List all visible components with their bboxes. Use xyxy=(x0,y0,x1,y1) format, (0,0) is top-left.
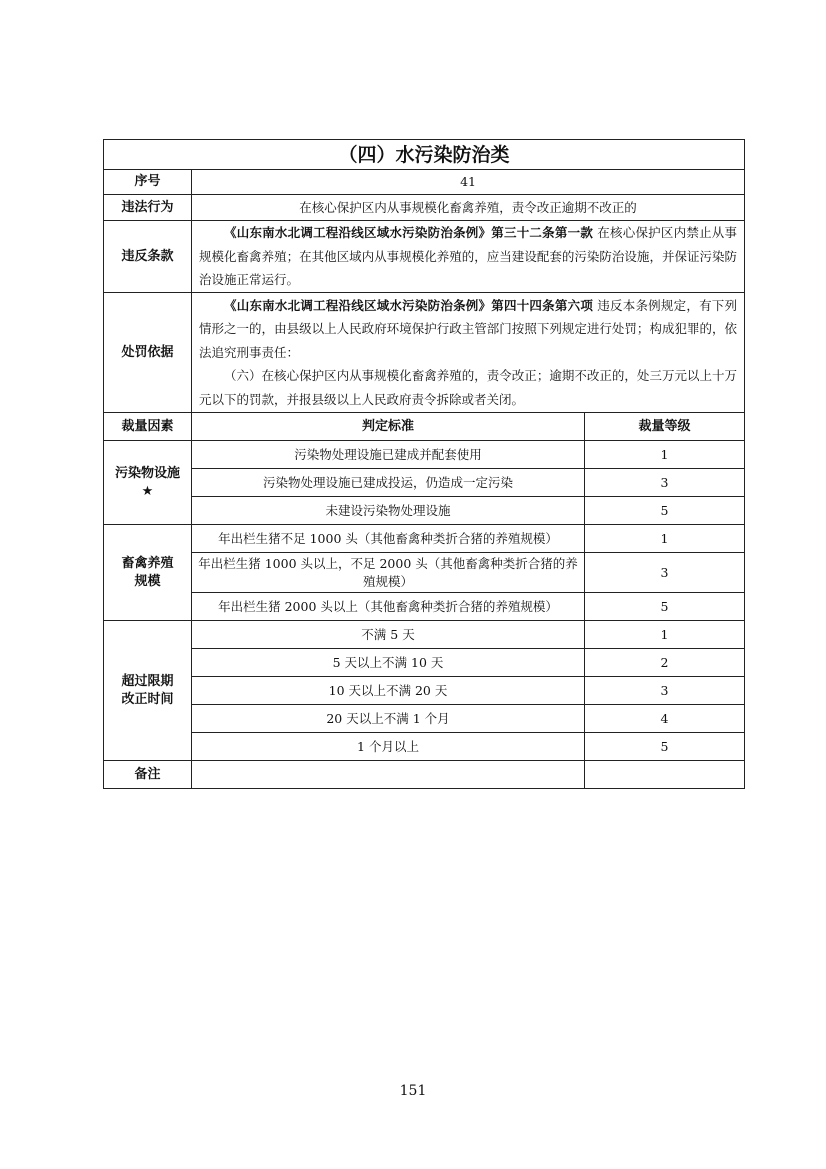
table-row xyxy=(104,593,745,621)
table-row xyxy=(104,649,745,677)
penalty-text: 违反本条例规定，有下列情形之一的，由县级以上人民政府环境保护行政主管部门按照下列规定进行处罚；构成犯罪的，依法追究刑事责任： xyxy=(199,297,738,360)
behavior-value: 在核心保护区内从事规模化畜禽养殖，责令改正逾期不改正的 xyxy=(192,195,745,221)
factor-cell xyxy=(104,441,192,525)
standard-cell: 年出栏生猪 1000 头以上，不足 2000 头（其他畜禽种类折合猪的养殖规模） xyxy=(192,553,585,593)
page-number: 151 xyxy=(399,1083,427,1099)
penalty-item: （六）在核心保护区内从事规模化畜禽养殖的，责令改正；逾期不改正的，处三万元以上十万元以下的罚款，并报县级以上人民政府责令拆除或者关闭。 xyxy=(199,368,738,407)
factor-name: 污染物设施 xyxy=(114,465,180,481)
violation-clause xyxy=(192,221,745,293)
table-row xyxy=(104,677,745,705)
remark-label: 备注 xyxy=(104,761,192,789)
remark-value xyxy=(192,761,585,789)
header-level: 裁量等级 xyxy=(585,413,745,441)
penalty-basis xyxy=(192,293,745,413)
table-row xyxy=(104,469,745,497)
standard-cell: 10 天以上不满 20 天 xyxy=(192,677,585,705)
serial-label: 序号 xyxy=(104,170,192,195)
header-standard: 判定标准 xyxy=(192,413,585,441)
level-cell: 3 xyxy=(585,553,745,593)
table-row xyxy=(104,733,745,761)
behavior-label: 违法行为 xyxy=(104,195,192,221)
standard-cell: 污染物处理设施已建成投运，仍造成一定污染 xyxy=(192,469,585,497)
level-cell: 3 xyxy=(585,677,745,705)
table-row xyxy=(104,705,745,733)
standard-cell: 5 天以上不满 10 天 xyxy=(192,649,585,677)
standard-cell: 污染物处理设施已建成并配套使用 xyxy=(192,441,585,469)
table-row xyxy=(104,621,745,649)
standard-cell: 年出栏生猪不足 1000 头（其他畜禽种类折合猪的养殖规模） xyxy=(192,525,585,553)
standard-cell: 20 天以上不满 1 个月 xyxy=(192,705,585,733)
serial-value: 41 xyxy=(192,170,745,195)
violation-label: 违反条款 xyxy=(104,221,192,293)
level-cell: 1 xyxy=(585,441,745,469)
remark-level xyxy=(585,761,745,789)
standard-cell: 不满 5 天 xyxy=(192,621,585,649)
level-cell: 5 xyxy=(585,593,745,621)
star-icon: ★ xyxy=(141,483,154,499)
penalty-label: 处罚依据 xyxy=(104,293,192,413)
section-title: （四）水污染防治类 xyxy=(104,140,745,170)
level-cell: 5 xyxy=(585,733,745,761)
level-cell: 3 xyxy=(585,469,745,497)
penalty-discretion-table xyxy=(103,139,745,789)
factor-cell xyxy=(104,621,192,761)
level-cell: 4 xyxy=(585,705,745,733)
table-row xyxy=(104,553,745,593)
level-cell: 5 xyxy=(585,497,745,525)
factor-name: 畜禽养殖规模 xyxy=(121,555,174,589)
violation-law: 《山东南水北调工程沿线区域水污染防治条例》第三十二条第一款 xyxy=(224,225,594,241)
penalty-law: 《山东南水北调工程沿线区域水污染防治条例》第四十四条第六项 xyxy=(224,297,594,313)
table-row xyxy=(104,525,745,553)
table-row xyxy=(104,497,745,525)
level-cell: 1 xyxy=(585,525,745,553)
header-factor: 裁量因素 xyxy=(104,413,192,441)
level-cell: 2 xyxy=(585,649,745,677)
table-row xyxy=(104,441,745,469)
violation-text: 在核心保护区内禁止从事规模化畜禽养殖；在其他区域内从事规模化养殖的，应当建设配套的污染防治设施，并保证污染防治设施正常运行。 xyxy=(199,225,738,288)
factor-cell xyxy=(104,525,192,621)
level-cell: 1 xyxy=(585,621,745,649)
standard-cell: 年出栏生猪 2000 头以上（其他畜禽种类折合猪的养殖规模） xyxy=(192,593,585,621)
standard-cell: 1 个月以上 xyxy=(192,733,585,761)
standard-cell: 未建设污染物处理设施 xyxy=(192,497,585,525)
factor-name: 超过限期改正时间 xyxy=(121,673,174,707)
